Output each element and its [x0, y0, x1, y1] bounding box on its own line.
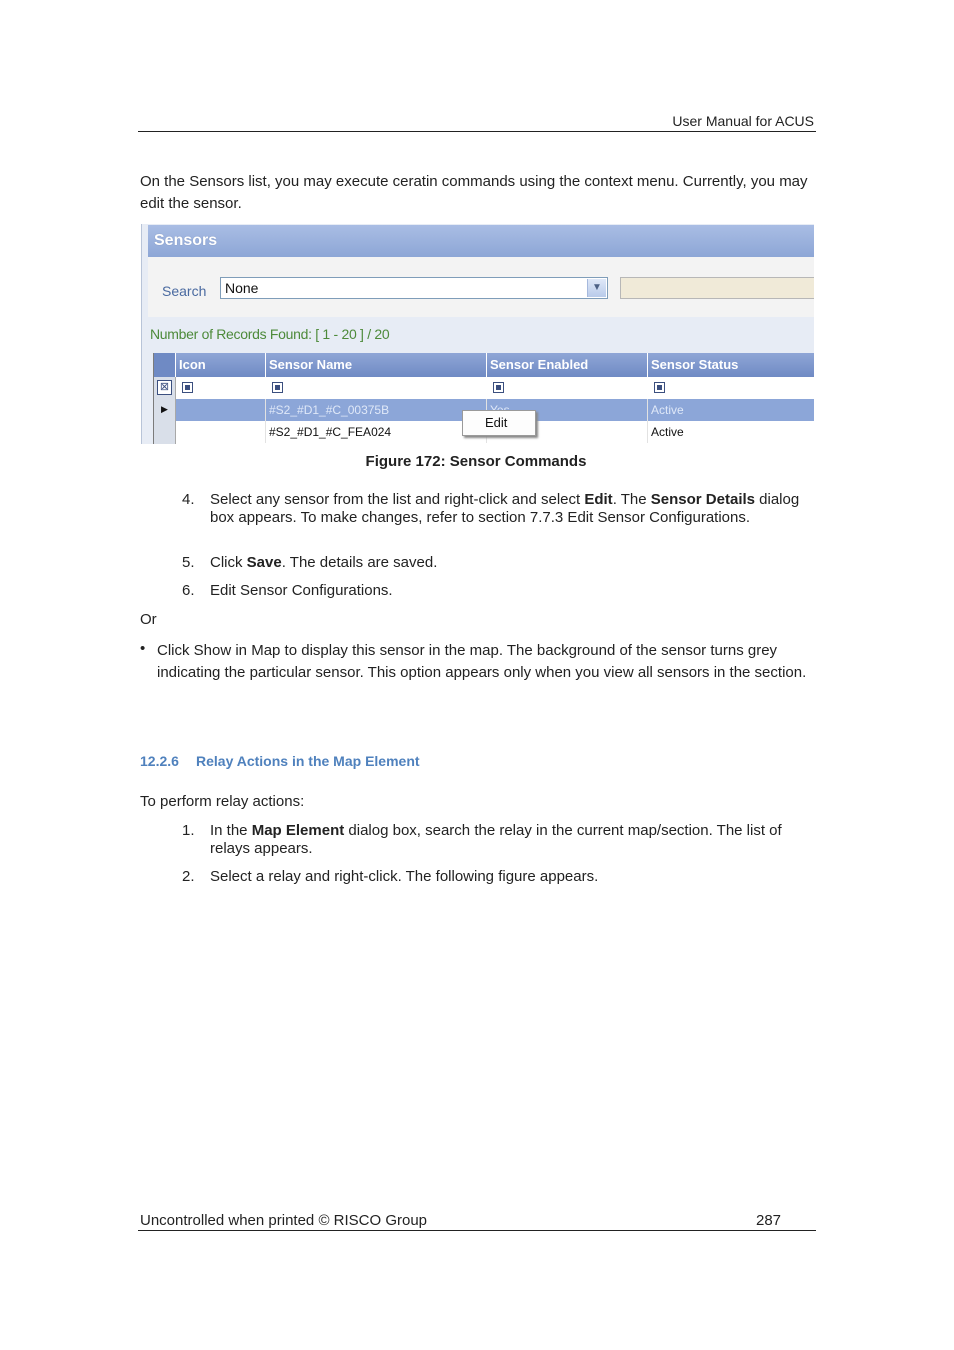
list-number: 6.: [182, 582, 195, 599]
section-heading: [140, 753, 420, 769]
figure-caption: Figure 172: Sensor Commands: [365, 453, 587, 470]
search-label: Search: [162, 283, 207, 299]
or-text: Or: [140, 611, 157, 628]
column-header-sensor-name[interactable]: Sensor Name: [266, 353, 487, 377]
list-number: 5.: [182, 554, 195, 571]
filter-row-selector: [154, 377, 176, 399]
running-header: User Manual for ACUS: [672, 113, 814, 129]
page-number: 287: [756, 1212, 782, 1229]
search-select[interactable]: [220, 277, 608, 299]
sensors-screenshot: [141, 224, 814, 444]
relay-intro: To perform relay actions:: [140, 793, 305, 810]
row-selector[interactable]: [154, 421, 176, 444]
list-text: In the Map Element dialog box, search the relay in the current map/section. The list of relays appears.: [210, 822, 782, 857]
filter-checkbox-status[interactable]: [654, 382, 665, 393]
column-header-sensor-status[interactable]: Sensor Status: [648, 353, 814, 377]
sensor-name-cell: #S2_#D1_#C_FEA024: [266, 421, 487, 443]
sensor-status-cell: Active: [651, 403, 684, 417]
search-row: [148, 257, 814, 317]
chevron-down-icon[interactable]: ▼: [587, 279, 606, 297]
footer-rule: [138, 1230, 816, 1231]
search-input[interactable]: [620, 277, 814, 299]
icon-cell: [176, 399, 266, 421]
column-header-sensor-enabled[interactable]: Sensor Enabled: [487, 353, 648, 377]
bullet-icon: •: [140, 640, 146, 657]
list-text: Edit Sensor Configurations.: [210, 582, 393, 599]
list-item: [182, 822, 812, 858]
sensor-status-cell: Active: [651, 425, 684, 439]
list-number: 2.: [182, 868, 195, 885]
section-number: 12.2.6: [140, 753, 179, 769]
filter-checkbox-name[interactable]: [272, 382, 283, 393]
list-text: Click Save. The details are saved.: [210, 554, 438, 571]
list-number: 4.: [182, 491, 195, 508]
sensor-name-cell: #S2_#D1_#C_00375B: [266, 399, 487, 421]
sensors-panel-title: Sensors: [148, 225, 814, 257]
search-select-value: None: [225, 280, 259, 296]
icon-cell: [176, 421, 266, 443]
intro-paragraph: On the Sensors list, you may execute ceratin commands using the context menu. Currently, you may edit the sensor.: [140, 173, 808, 212]
bullet-paragraph: Click Show in Map to display this sensor in the map. The background of the sensor turns grey indicating the particular sensor. This option appears only when you view all sensors in the section.: [157, 642, 807, 681]
column-header-icon[interactable]: Icon: [176, 353, 266, 377]
section-title: Relay Actions in the Map Element: [196, 753, 420, 769]
list-text: Select a relay and right-click. The following figure appears.: [210, 868, 599, 885]
filter-checkbox-icon[interactable]: [182, 382, 193, 393]
header-rule: [138, 131, 816, 132]
context-menu-edit[interactable]: Edit: [462, 410, 536, 436]
grid-corner: [154, 353, 176, 377]
filter-icon[interactable]: ⊠: [157, 380, 172, 395]
records-count: Number of Records Found: [ 1 - 20 ] / 20: [150, 326, 390, 342]
row-selector-current[interactable]: [154, 399, 176, 421]
filter-row: [176, 377, 814, 400]
current-row-arrow-icon: ▶: [161, 404, 168, 414]
footer-copyright: Uncontrolled when printed © RISCO Group: [140, 1212, 428, 1229]
filter-checkbox-enabled[interactable]: [493, 382, 504, 393]
list-item: [182, 491, 812, 545]
list-number: 1.: [182, 822, 195, 839]
list-text: Select any sensor from the list and right-click and select Edit. The Sensor Details dialog box appears. To make changes, refer to section 7.7.3 Edit Sensor Configurations.: [210, 491, 800, 526]
